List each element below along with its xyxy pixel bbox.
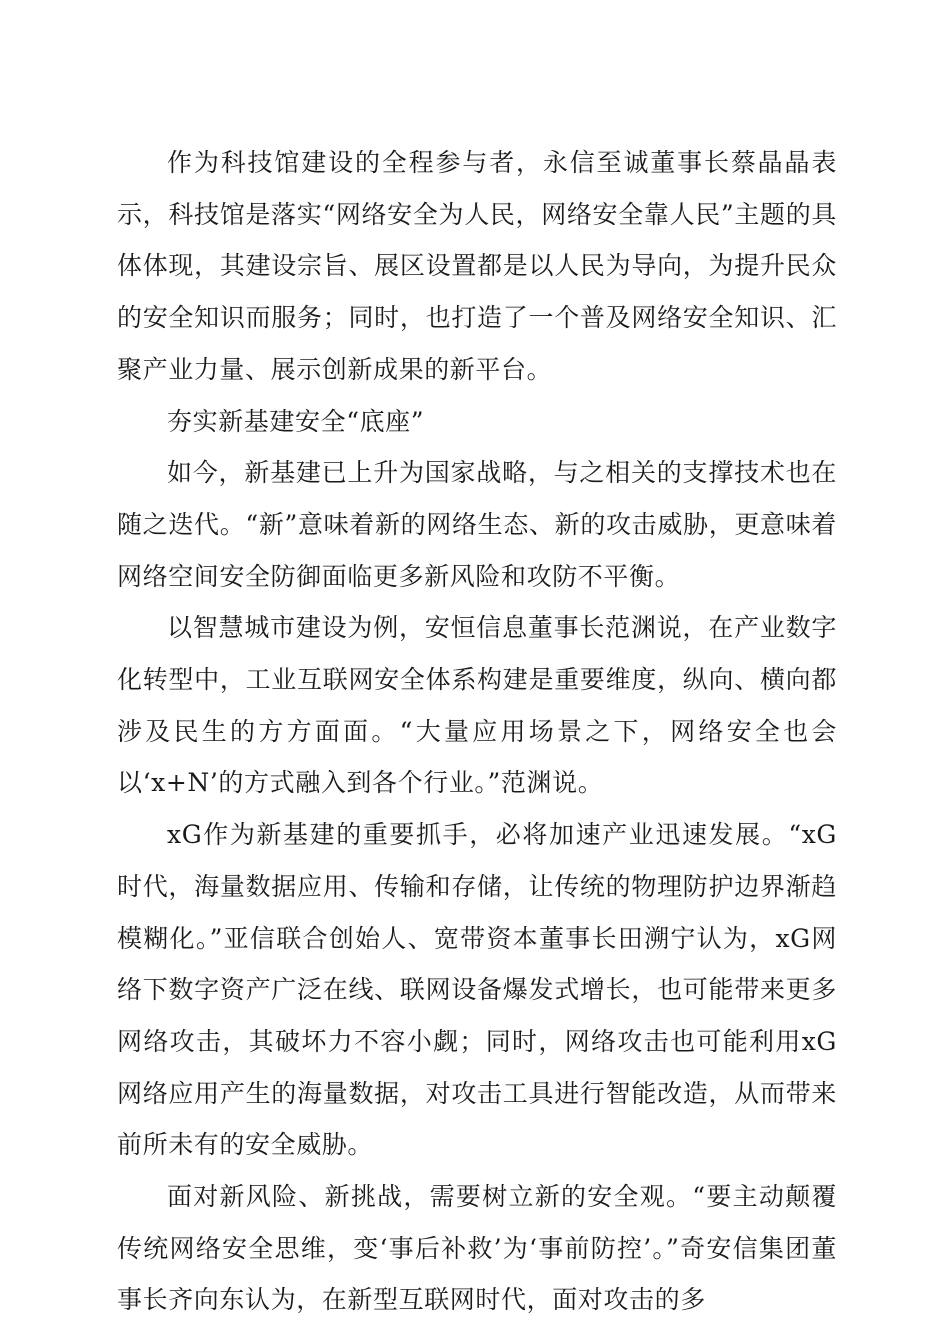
- paragraph-3: 以智慧城市建设为例，安恒信息董事长范渊说，在产业数字化转型中，工业互联网安全体系构建是重要维度，纵向、横向都涉及民生的方方面面。“大量应用场景之下，网络安全也会以‘x+N’的方式融入到各个行业。”范渊说。: [117, 613, 837, 798]
- paragraph-4: xG作为新基建的重要抓手，必将加速产业迅速发展。“xG时代，海量数据应用、传输和存储，让传统的物理防护边界渐趋模糊化。”亚信联合创始人、宽带资本董事长田溯宁认为，xG网络下数字资产广泛在线、联网设备爆发式增长，也可能带来更多网络攻击，其破坏力不容小觑；同时，网络攻击也可能利用xG网络应用产生的海量数据，对攻击工具进行智能改造，从而带来前所未有的安全威胁。: [117, 820, 837, 1160]
- article-body: [117, 137, 837, 1326]
- paragraph-1: 作为科技馆建设的全程参与者，永信至诚董事长蔡晶晶表示，科技馆是落实“网络安全为人民，网络安全靠人民”主题的具体体现，其建设宗旨、展区设置都是以人民为导向，为提升民众的安全知识而服务；同时，也打造了一个普及网络安全知识、汇聚产业力量、展示创新成果的新平台。: [117, 148, 837, 384]
- paragraph-2: 如今，新基建已上升为国家战略，与之相关的支撑技术也在随之迭代。“新”意味着新的网络生态、新的攻击威胁，更意味着网络空间安全防御面临更多新风险和攻防不平衡。: [117, 458, 837, 591]
- paragraph-5: 面对新风险、新挑战，需要树立新的安全观。“要主动颠覆传统网络安全思维，变‘事后补救’为‘事前防控’。”奇安信集团董事长齐向东认为，在新型互联网时代，面对攻击的多: [117, 1182, 837, 1315]
- section-heading: 夯实新基建安全“底座”: [167, 406, 425, 436]
